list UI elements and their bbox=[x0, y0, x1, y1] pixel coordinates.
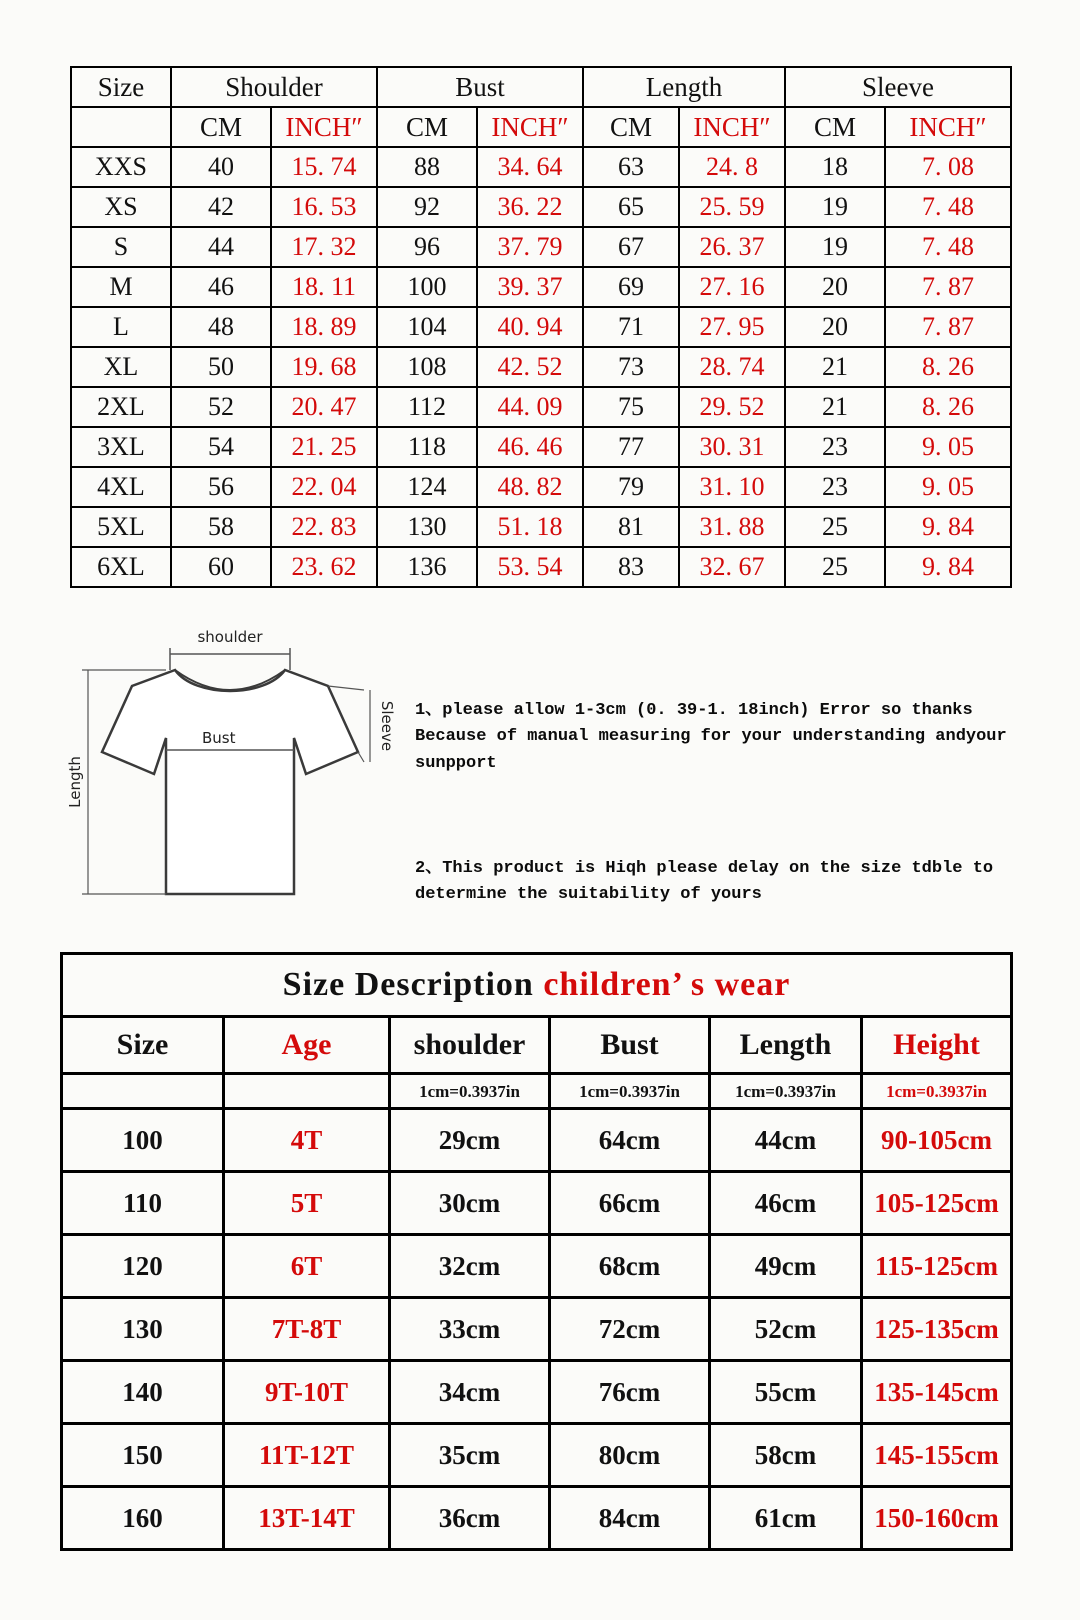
kids-unit-note: 1cm=0.3937in bbox=[550, 1074, 710, 1109]
adult-cell: 44 bbox=[171, 227, 271, 267]
adult-cell: 25 bbox=[785, 547, 885, 587]
kids-cell: 130 bbox=[62, 1298, 224, 1361]
adult-cell: 7. 87 bbox=[885, 267, 1011, 307]
adult-cell: 16. 53 bbox=[271, 187, 377, 227]
unit-cm: CM bbox=[583, 107, 679, 147]
adult-row bbox=[71, 187, 1011, 227]
kids-cell: 58cm bbox=[710, 1424, 862, 1487]
adult-cell: 25. 59 bbox=[679, 187, 785, 227]
kids-col-size: Size bbox=[62, 1017, 224, 1074]
kids-cell: 35cm bbox=[390, 1424, 550, 1487]
adult-cell: 69 bbox=[583, 267, 679, 307]
adult-cell: 136 bbox=[377, 547, 477, 587]
adult-cell: 22. 83 bbox=[271, 507, 377, 547]
kids-row bbox=[62, 1424, 1012, 1487]
unit-cm: CM bbox=[171, 107, 271, 147]
col-header-length: Length bbox=[583, 67, 785, 107]
kids-cell: 90-105cm bbox=[862, 1109, 1012, 1172]
kids-cell: 105-125cm bbox=[862, 1172, 1012, 1235]
adult-cell: 9. 05 bbox=[885, 427, 1011, 467]
adult-header-row bbox=[71, 67, 1011, 107]
adult-cell: 44. 09 bbox=[477, 387, 583, 427]
adult-cell: 18 bbox=[785, 147, 885, 187]
adult-cell: 71 bbox=[583, 307, 679, 347]
kids-cell: 160 bbox=[62, 1487, 224, 1550]
kids-cell: 29cm bbox=[390, 1109, 550, 1172]
unit-inch: INCH″ bbox=[885, 107, 1011, 147]
kids-cell: 55cm bbox=[710, 1361, 862, 1424]
adult-row bbox=[71, 307, 1011, 347]
kids-unit-note: 1cm=0.3937in bbox=[390, 1074, 550, 1109]
unit-cm: CM bbox=[377, 107, 477, 147]
kids-cell: 13T-14T bbox=[224, 1487, 390, 1550]
kids-title-black: Size Description bbox=[282, 966, 534, 1003]
adult-cell: 19 bbox=[785, 187, 885, 227]
adult-cell: 34. 64 bbox=[477, 147, 583, 187]
kids-cell: 72cm bbox=[550, 1298, 710, 1361]
adult-cell: 23 bbox=[785, 427, 885, 467]
adult-cell: 32. 67 bbox=[679, 547, 785, 587]
adult-cell: 40. 94 bbox=[477, 307, 583, 347]
adult-cell: 60 bbox=[171, 547, 271, 587]
unit-empty-cell bbox=[71, 107, 171, 147]
kids-cell: 110 bbox=[62, 1172, 224, 1235]
adult-cell: XS bbox=[71, 187, 171, 227]
kids-col-shoulder: shoulder bbox=[390, 1017, 550, 1074]
kids-cell: 76cm bbox=[550, 1361, 710, 1424]
adult-cell: 3XL bbox=[71, 427, 171, 467]
unit-cm: CM bbox=[785, 107, 885, 147]
adult-cell: 83 bbox=[583, 547, 679, 587]
kids-cell: 140 bbox=[62, 1361, 224, 1424]
kids-cell: 52cm bbox=[710, 1298, 862, 1361]
kids-cell: 64cm bbox=[550, 1109, 710, 1172]
adult-row bbox=[71, 467, 1011, 507]
adult-cell: 46 bbox=[171, 267, 271, 307]
adult-cell: 96 bbox=[377, 227, 477, 267]
adult-cell: 17. 32 bbox=[271, 227, 377, 267]
adult-cell: XXS bbox=[71, 147, 171, 187]
col-header-size: Size bbox=[71, 67, 171, 107]
kids-title-red: children’ s wear bbox=[543, 966, 791, 1003]
kids-cell: 84cm bbox=[550, 1487, 710, 1550]
adult-cell: 108 bbox=[377, 347, 477, 387]
kids-col-age: Age bbox=[224, 1017, 390, 1074]
adult-row bbox=[71, 267, 1011, 307]
unit-inch: INCH″ bbox=[271, 107, 377, 147]
adult-cell: 81 bbox=[583, 507, 679, 547]
adult-cell: 15. 74 bbox=[271, 147, 377, 187]
adult-cell: 75 bbox=[583, 387, 679, 427]
adult-cell: 20 bbox=[785, 267, 885, 307]
adult-cell: 77 bbox=[583, 427, 679, 467]
adult-cell: 20. 47 bbox=[271, 387, 377, 427]
adult-row bbox=[71, 507, 1011, 547]
adult-cell: 26. 37 bbox=[679, 227, 785, 267]
adult-cell: 54 bbox=[171, 427, 271, 467]
length-label: Length bbox=[66, 756, 84, 808]
kids-cell: 49cm bbox=[710, 1235, 862, 1298]
adult-cell: 46. 46 bbox=[477, 427, 583, 467]
kids-cell: 36cm bbox=[390, 1487, 550, 1550]
adult-cell: 27. 95 bbox=[679, 307, 785, 347]
adult-cell: 65 bbox=[583, 187, 679, 227]
kids-unit-note: 1cm=0.3937in bbox=[862, 1074, 1012, 1109]
kids-cell: 44cm bbox=[710, 1109, 862, 1172]
col-header-shoulder: Shoulder bbox=[171, 67, 377, 107]
unit-inch: INCH″ bbox=[679, 107, 785, 147]
adult-cell: 88 bbox=[377, 147, 477, 187]
adult-size-table bbox=[70, 66, 1012, 588]
adult-row bbox=[71, 347, 1011, 387]
kids-col-bust: Bust bbox=[550, 1017, 710, 1074]
adult-cell: 21. 25 bbox=[271, 427, 377, 467]
kids-cell: 33cm bbox=[390, 1298, 550, 1361]
kids-row bbox=[62, 1487, 1012, 1550]
kids-cell: 80cm bbox=[550, 1424, 710, 1487]
adult-cell: 40 bbox=[171, 147, 271, 187]
kids-cell: 150-160cm bbox=[862, 1487, 1012, 1550]
adult-cell: L bbox=[71, 307, 171, 347]
adult-cell: 7. 08 bbox=[885, 147, 1011, 187]
adult-cell: 23 bbox=[785, 467, 885, 507]
kids-cell: 66cm bbox=[550, 1172, 710, 1235]
adult-cell: 50 bbox=[171, 347, 271, 387]
adult-cell: 5XL bbox=[71, 507, 171, 547]
adult-cell: 9. 05 bbox=[885, 467, 1011, 507]
kids-cell: 32cm bbox=[390, 1235, 550, 1298]
adult-cell: 27. 16 bbox=[679, 267, 785, 307]
children-size-table bbox=[60, 952, 1013, 1551]
col-header-sleeve: Sleeve bbox=[785, 67, 1011, 107]
adult-cell: 67 bbox=[583, 227, 679, 267]
kids-unit-note: 1cm=0.3937in bbox=[710, 1074, 862, 1109]
kids-cell: 5T bbox=[224, 1172, 390, 1235]
adult-cell: XL bbox=[71, 347, 171, 387]
adult-cell: 92 bbox=[377, 187, 477, 227]
adult-cell: 48 bbox=[171, 307, 271, 347]
adult-cell: 63 bbox=[583, 147, 679, 187]
adult-cell: 23. 62 bbox=[271, 547, 377, 587]
kids-cell: 9T-10T bbox=[224, 1361, 390, 1424]
kids-cell: 150 bbox=[62, 1424, 224, 1487]
kids-row bbox=[62, 1172, 1012, 1235]
adult-cell: 51. 18 bbox=[477, 507, 583, 547]
adult-row bbox=[71, 427, 1011, 467]
kids-unit-row bbox=[62, 1074, 1012, 1109]
kids-table-title bbox=[62, 954, 1012, 1017]
kids-cell: 100 bbox=[62, 1109, 224, 1172]
adult-cell: 31. 10 bbox=[679, 467, 785, 507]
kids-row bbox=[62, 1361, 1012, 1424]
adult-cell: 24. 8 bbox=[679, 147, 785, 187]
adult-cell: 8. 26 bbox=[885, 387, 1011, 427]
adult-row bbox=[71, 387, 1011, 427]
adult-cell: 130 bbox=[377, 507, 477, 547]
adult-cell: 29. 52 bbox=[679, 387, 785, 427]
adult-cell: 18. 11 bbox=[271, 267, 377, 307]
adult-cell: 19 bbox=[785, 227, 885, 267]
kids-cell: 145-155cm bbox=[862, 1424, 1012, 1487]
adult-cell: 2XL bbox=[71, 387, 171, 427]
tshirt-outline bbox=[102, 670, 358, 894]
adult-cell: 9. 84 bbox=[885, 547, 1011, 587]
adult-cell: S bbox=[71, 227, 171, 267]
adult-cell: 100 bbox=[377, 267, 477, 307]
adult-cell: 104 bbox=[377, 307, 477, 347]
adult-cell: 21 bbox=[785, 387, 885, 427]
kids-unit-empty bbox=[224, 1074, 390, 1109]
adult-cell: 8. 26 bbox=[885, 347, 1011, 387]
bust-label: Bust bbox=[202, 729, 236, 747]
adult-cell: 28. 74 bbox=[679, 347, 785, 387]
kids-unit-empty bbox=[62, 1074, 224, 1109]
kids-col-length: Length bbox=[710, 1017, 862, 1074]
adult-cell: M bbox=[71, 267, 171, 307]
kids-cell: 34cm bbox=[390, 1361, 550, 1424]
kids-cell: 135-145cm bbox=[862, 1361, 1012, 1424]
adult-row bbox=[71, 547, 1011, 587]
note-2: 2、This product is Hiqh please delay on the size tdble to determine the suitability of yours bbox=[415, 859, 994, 905]
kids-row bbox=[62, 1235, 1012, 1298]
adult-cell: 4XL bbox=[71, 467, 171, 507]
adult-cell: 7. 48 bbox=[885, 227, 1011, 267]
unit-inch: INCH″ bbox=[477, 107, 583, 147]
kids-cell: 125-135cm bbox=[862, 1298, 1012, 1361]
kids-cell: 6T bbox=[224, 1235, 390, 1298]
adult-cell: 6XL bbox=[71, 547, 171, 587]
adult-cell: 7. 48 bbox=[885, 187, 1011, 227]
shoulder-measure-line bbox=[170, 648, 290, 670]
adult-cell: 112 bbox=[377, 387, 477, 427]
kids-cell: 115-125cm bbox=[862, 1235, 1012, 1298]
kids-col-height: Height bbox=[862, 1017, 1012, 1074]
adult-cell: 124 bbox=[377, 467, 477, 507]
adult-cell: 118 bbox=[377, 427, 477, 467]
kids-cell: 4T bbox=[224, 1109, 390, 1172]
kids-cell: 61cm bbox=[710, 1487, 862, 1550]
adult-cell: 36. 22 bbox=[477, 187, 583, 227]
adult-row bbox=[71, 227, 1011, 267]
kids-row bbox=[62, 1109, 1012, 1172]
kids-header-row bbox=[62, 1017, 1012, 1074]
adult-row bbox=[71, 147, 1011, 187]
kids-cell: 7T-8T bbox=[224, 1298, 390, 1361]
adult-cell: 31. 88 bbox=[679, 507, 785, 547]
sleeve-label: Sleeve bbox=[378, 700, 396, 752]
adult-cell: 58 bbox=[171, 507, 271, 547]
shoulder-label: shoulder bbox=[197, 628, 263, 646]
adult-cell: 19. 68 bbox=[271, 347, 377, 387]
adult-cell: 39. 37 bbox=[477, 267, 583, 307]
adult-cell: 53. 54 bbox=[477, 547, 583, 587]
adult-cell: 21 bbox=[785, 347, 885, 387]
adult-cell: 42 bbox=[171, 187, 271, 227]
adult-cell: 48. 82 bbox=[477, 467, 583, 507]
kids-cell: 68cm bbox=[550, 1235, 710, 1298]
adult-unit-row bbox=[71, 107, 1011, 147]
kids-cell: 30cm bbox=[390, 1172, 550, 1235]
kids-cell: 120 bbox=[62, 1235, 224, 1298]
adult-cell: 56 bbox=[171, 467, 271, 507]
kids-cell: 46cm bbox=[710, 1172, 862, 1235]
adult-cell: 18. 89 bbox=[271, 307, 377, 347]
adult-cell: 30. 31 bbox=[679, 427, 785, 467]
adult-cell: 73 bbox=[583, 347, 679, 387]
col-header-bust: Bust bbox=[377, 67, 583, 107]
adult-cell: 25 bbox=[785, 507, 885, 547]
adult-cell: 7. 87 bbox=[885, 307, 1011, 347]
adult-cell: 42. 52 bbox=[477, 347, 583, 387]
adult-cell: 37. 79 bbox=[477, 227, 583, 267]
kids-row bbox=[62, 1298, 1012, 1361]
kids-cell: 11T-12T bbox=[224, 1424, 390, 1487]
kids-title-row bbox=[62, 954, 1012, 1017]
adult-cell: 22. 04 bbox=[271, 467, 377, 507]
note-1: 1、please allow 1-3cm (0. 39-1. 18inch) Error so thanks Because of manual measuring for your understanding andyour sunpport bbox=[415, 701, 1007, 773]
tshirt-drawing bbox=[66, 612, 410, 932]
adult-cell: 20 bbox=[785, 307, 885, 347]
adult-cell: 9. 84 bbox=[885, 507, 1011, 547]
adult-cell: 79 bbox=[583, 467, 679, 507]
tshirt-diagram bbox=[66, 612, 410, 932]
adult-cell: 52 bbox=[171, 387, 271, 427]
